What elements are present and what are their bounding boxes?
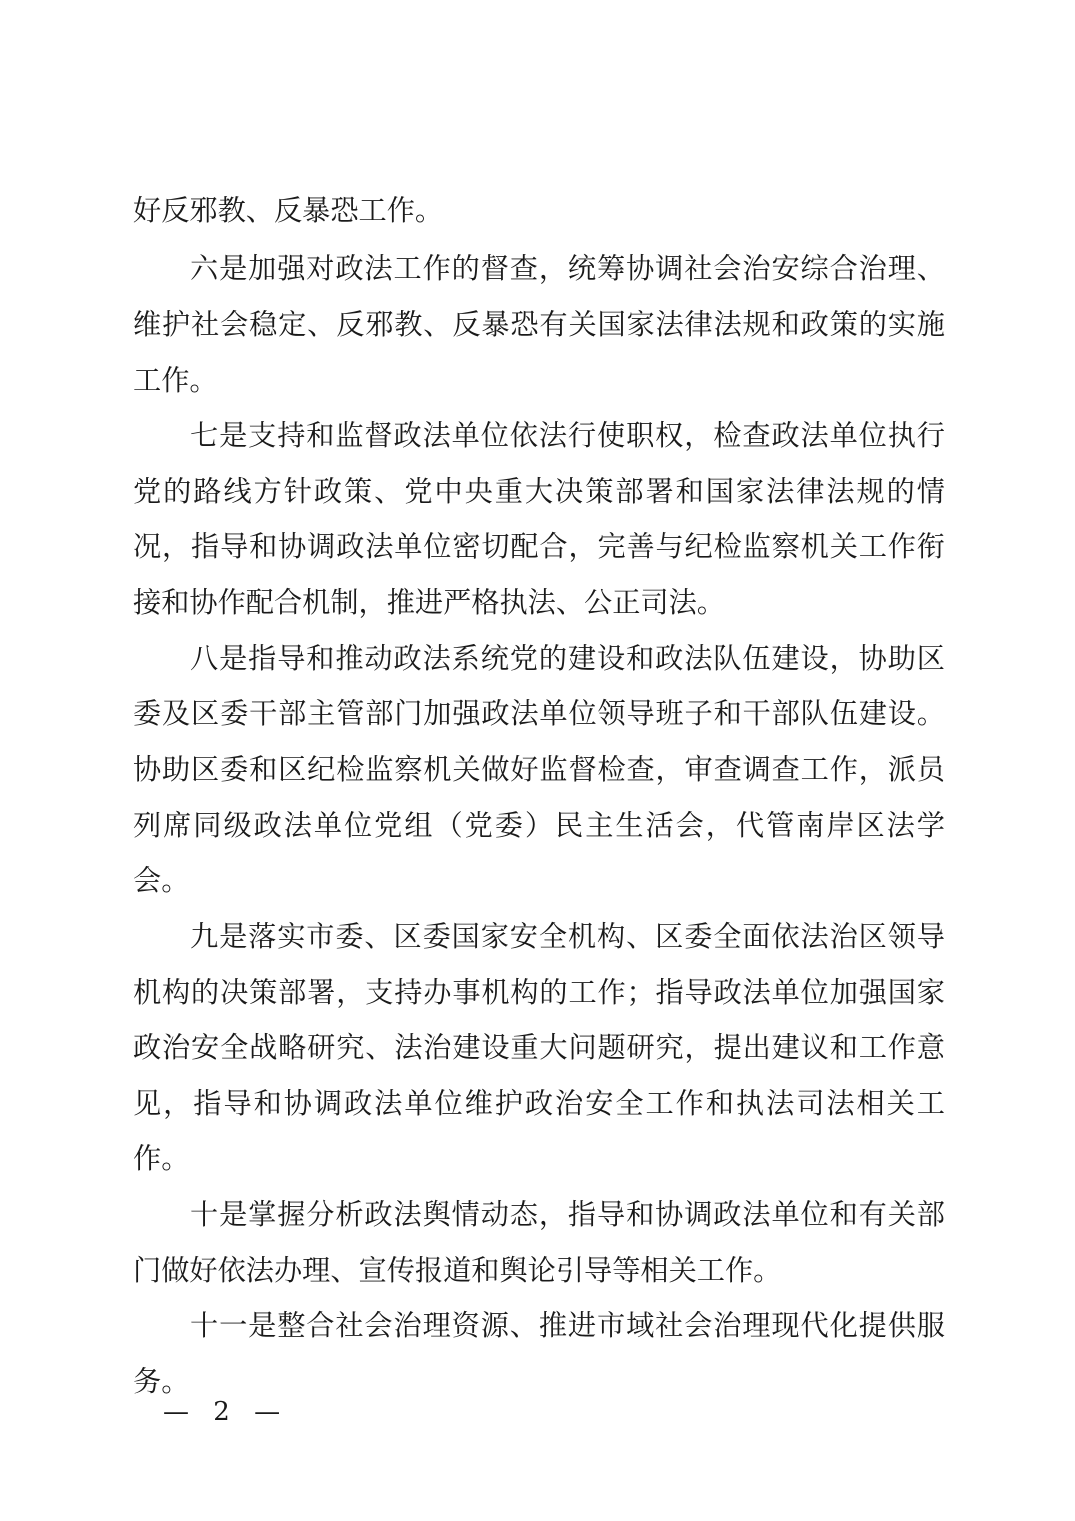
text-line: 机构的决策部署，支持办事机构的工作；指导政法单位加强国家 [133, 976, 945, 1009]
text-line: 协助区委和区纪检监察机关做好监督检查，审查调查工作，派员 [133, 753, 945, 786]
text-line: 六是加强对政法工作的督查，统筹协调社会治安综合治理、 [190, 252, 945, 285]
text-line: 十是掌握分析政法舆情动态，指导和协调政法单位和有关部 [190, 1198, 945, 1231]
text-line: 九是落实市委、区委国家安全机构、区委全面依法治区领导 [190, 920, 945, 953]
text-line: 八是指导和推动政法系统党的建设和政法队伍建设，协助区 [190, 642, 945, 675]
text-line: 七是支持和监督政法单位依法行使职权，检查政法单位执行 [190, 419, 945, 452]
page-number: — 2 — [163, 1397, 289, 1427]
text-line: 会。 [133, 864, 190, 897]
text-line: 务。 [133, 1365, 190, 1398]
text-line: 党的路线方针政策、党中央重大决策部署和国家法律法规的情 [133, 475, 945, 508]
text-line: 十一是整合社会治理资源、推进市域社会治理现代化提供服 [190, 1309, 945, 1342]
text-line: 况，指导和协调政法单位密切配合，完善与纪检监察机关工作衔 [133, 530, 945, 563]
text-line: 工作。 [133, 364, 218, 397]
text-line: 门做好依法办理、宣传报道和舆论引导等相关工作。 [133, 1254, 782, 1287]
text-line: 维护社会稳定、反邪教、反暴恐有关国家法律法规和政策的实施 [133, 308, 945, 341]
text-line: 政治安全战略研究、法治建设重大问题研究，提出建议和工作意 [133, 1031, 945, 1064]
text-line: 列席同级政法单位党组（党委）民主生活会，代管南岸区法学 [133, 809, 945, 842]
text-line: 委及区委干部主管部门加强政法单位领导班子和干部队伍建设。 [133, 697, 945, 730]
text-line: 好反邪教、反暴恐工作。 [133, 194, 444, 227]
text-line: 见，指导和协调政法单位维护政治安全工作和执法司法相关工 [133, 1087, 945, 1120]
text-line: 作。 [133, 1142, 190, 1175]
text-line: 接和协作配合机制，推进严格执法、公正司法。 [133, 586, 725, 619]
